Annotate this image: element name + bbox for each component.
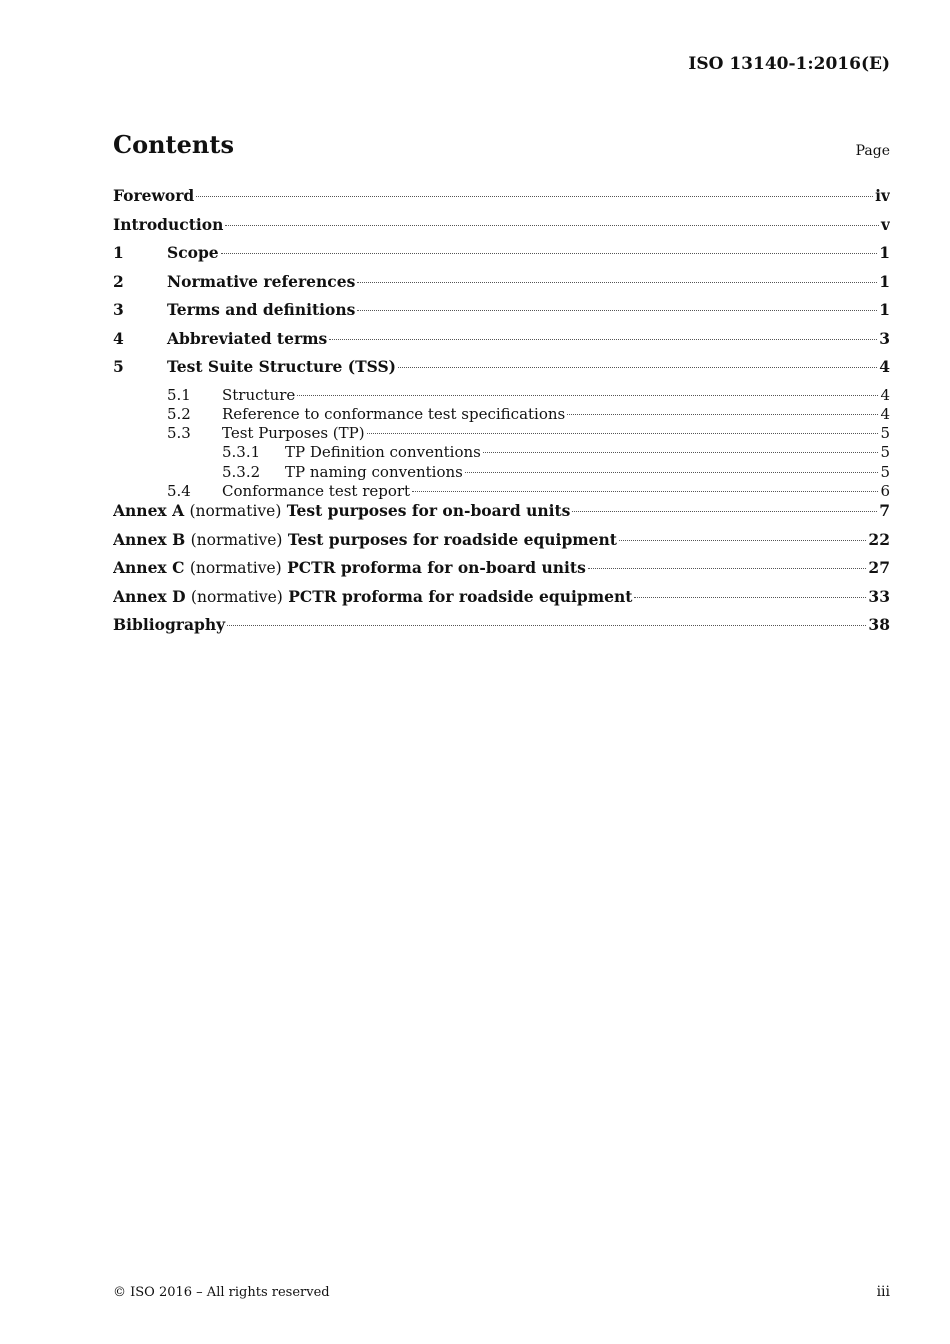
toc-entry[interactable] (113, 215, 890, 244)
dot-leader (357, 310, 877, 311)
toc-entry-page: iv (875, 186, 890, 205)
dot-leader (572, 511, 877, 512)
annex-label: Annex B (113, 529, 186, 549)
toc-entry-title: Structure (222, 385, 296, 404)
toc-entry-page: 22 (868, 529, 890, 549)
footer-page-number: iii (876, 1284, 890, 1300)
toc-entry[interactable] (113, 615, 890, 644)
toc-entry-title: Reference to conformance test specifications (222, 404, 566, 423)
dot-leader (367, 433, 879, 434)
toc-entry[interactable] (113, 272, 890, 301)
toc-entry-page: 1 (879, 243, 890, 262)
toc-entry-number: 5.2 (167, 404, 191, 423)
toc-entry-page: 4 (879, 357, 890, 376)
dot-leader (619, 540, 866, 541)
toc-entry-page: 7 (879, 501, 890, 521)
contents-heading: Contents (113, 130, 234, 159)
toc-entry-title (113, 501, 570, 520)
toc-entry-title (113, 530, 617, 549)
toc-entry-page: 38 (868, 615, 890, 635)
dot-leader (227, 625, 866, 626)
toc-entry-number: 5.3 (167, 424, 191, 443)
dot-leader (483, 452, 879, 453)
toc-entry[interactable] (113, 386, 890, 405)
annex-title: Test purposes for roadside equipment (287, 529, 617, 549)
annex-label: Annex A (113, 501, 185, 521)
annex-title: PCTR proforma for roadside equipment (288, 586, 633, 606)
toc-entry-title: TP naming conventions (285, 462, 463, 481)
toc-entry-number: 5.1 (167, 385, 191, 404)
toc-entry[interactable] (113, 186, 890, 215)
dot-leader (225, 225, 879, 226)
document-id: ISO 13140-1:2016(E) (688, 54, 890, 74)
annex-title: Test purposes for on-board units (286, 501, 571, 521)
toc-entry-number: 5.3.2 (222, 462, 261, 481)
toc-entry-page: 1 (879, 271, 890, 291)
dot-leader (588, 568, 867, 569)
dot-leader (634, 597, 866, 598)
annex-title: PCTR proforma for on-board units (287, 558, 586, 578)
dot-leader (357, 282, 877, 283)
toc-entry-number: 1 (113, 243, 124, 262)
toc-entry[interactable] (113, 463, 890, 482)
annex-normative-label: (normative) (189, 559, 282, 578)
toc-entry[interactable] (113, 558, 890, 587)
footer-copyright: © ISO 2016 – All rights reserved (113, 1285, 330, 1300)
annex-label: Annex D (113, 586, 186, 606)
dot-leader (412, 491, 878, 492)
toc-entry-page: 5 (880, 462, 890, 481)
toc-entry-number: 5.3.1 (222, 443, 261, 462)
toc-entry-title: Foreword (113, 186, 195, 205)
toc-entry[interactable] (113, 300, 890, 329)
annex-label: Annex C (113, 558, 185, 578)
annex-normative-label: (normative) (190, 587, 283, 606)
toc-entry-title: Bibliography (113, 615, 226, 635)
toc-entry[interactable] (113, 587, 890, 616)
toc-entry[interactable] (113, 405, 890, 424)
annex-normative-label: (normative) (190, 530, 283, 549)
dot-leader (221, 253, 878, 254)
toc-entry-number: 4 (113, 328, 124, 348)
toc-entry-title: Test Purposes (TP) (222, 424, 365, 443)
dot-leader (567, 414, 878, 415)
toc-entry-title: Conformance test report (222, 481, 411, 500)
toc-entry-page: 4 (880, 404, 890, 423)
toc-entry-title: Introduction (113, 214, 224, 234)
toc-entry-page: v (880, 214, 890, 234)
toc-entry-title: TP Definition conventions (285, 443, 481, 462)
toc-entry-page: 4 (880, 385, 890, 404)
dot-leader (196, 196, 873, 197)
toc-entry-page: 6 (880, 481, 890, 500)
toc-entry-page: 5 (880, 424, 890, 443)
toc-entry-page: 33 (868, 586, 890, 606)
dot-leader (297, 395, 878, 396)
toc-entry[interactable] (113, 329, 890, 358)
toc-entry[interactable] (113, 443, 890, 462)
toc-entry[interactable] (113, 424, 890, 443)
toc-entry-page: 1 (879, 300, 890, 319)
dot-leader (465, 472, 879, 473)
toc-entry-number: 2 (113, 271, 124, 291)
table-of-contents (113, 186, 890, 644)
toc-entry-page: 5 (880, 443, 890, 462)
toc-entry-title: Terms and definitions (167, 300, 356, 319)
toc-entry-title (113, 558, 586, 577)
dot-leader (398, 367, 877, 368)
toc-entry-number: 5.4 (167, 481, 191, 500)
toc-entry-number: 5 (113, 357, 124, 376)
page-column-label: Page (855, 143, 890, 159)
toc-entry-title (113, 587, 632, 606)
toc-entry[interactable] (113, 357, 890, 386)
toc-entry-number: 3 (113, 300, 124, 319)
annex-normative-label: (normative) (189, 502, 282, 521)
toc-entry[interactable] (113, 482, 890, 501)
toc-entry[interactable] (113, 243, 890, 272)
toc-entry-title: Test Suite Structure (TSS) (167, 357, 396, 376)
toc-entry-page: 27 (868, 558, 890, 578)
toc-entry-title: Normative references (167, 271, 356, 291)
toc-entry-title: Scope (167, 243, 219, 262)
toc-entry-page: 3 (879, 328, 890, 348)
toc-entry-title: Abbreviated terms (167, 328, 328, 348)
dot-leader (329, 339, 877, 340)
toc-entry[interactable] (113, 501, 890, 530)
toc-entry[interactable] (113, 530, 890, 559)
